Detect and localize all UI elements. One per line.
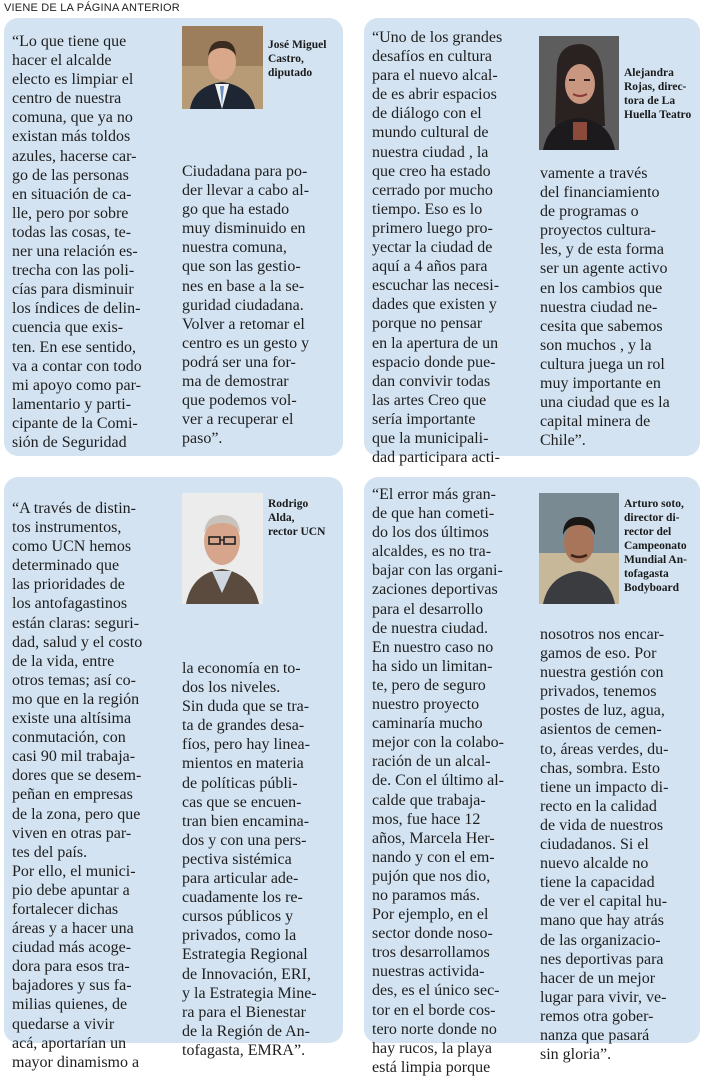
- portrait-soto-photo: [539, 493, 619, 604]
- quote-text-col2: Ciudadana para po- der llevar a cabo al- go que ha estado muy disminuido en nuestra comuna, que son las gestio- nes en base a la se- guridad ciudadana. Volver a retomar el centro es un gesto y podrá ser una for- ma de demostrar que podemos vol- ver a recuperar el paso”.: [182, 163, 310, 448]
- portrait-alda-photo: [182, 493, 263, 604]
- continued-from-previous-page: VIENE DE LA PÁGINA ANTERIOR: [4, 2, 180, 14]
- quote-text-col2: vamente a través del financiamiento de programas o proyectos cultura- les, y de esta forma ser un agente activo en los cambios que nuestra ciudad ne- cesita que sabemos son muchos , y la cultura juega un rol muy importante en una ciudad que es la capital minera de Chile”.: [540, 165, 670, 450]
- quote-box-rojas: [364, 18, 700, 467]
- quote-text-col2: nosotros nos encar- gamos de eso. Por nuestra gestión con privados, tenemos postes de luz, agua, asientos de cemen- to, áreas verdes, du- chas, sombra. Esto tiene un impacto di- recto en la calidad de vida de nuestros ciudadanos. Si el nuevo alcalde no tiene la capacidad de ver el capital hu- mano que hay atrás de las organizacio- nes deportivas para hacer de un mejor lugar para vivir, ve- remos otra gober- nanza que pasará sin gloria”.: [540, 626, 669, 1064]
- quote-text-col1: “A través de distin- tos instrumentos, como UCN hemos determinado que las prioridades de los antofagastinos están claras: seguri- dad, salud y el costo de la vida, entre otros temas; así co- mo que en la región existe una altísima conmutación, con casi 90 mil trabaja- dores que se desem- peñan en empresas de la zona, pero que viven en otras par- tes del país. Por ello, el munici- pio debe apuntar a fortalecer dichas áreas y a hacer una ciudad más acoge- dora para esos tra- bajadores y sus fa- milias quienes, de quedarse a vivir acá, aportarían un mayor dinamismo a: [12, 500, 143, 1071]
- caption-alda: Rodrigo Alda, rector UCN: [268, 498, 326, 538]
- portrait-icon: [539, 36, 619, 150]
- quote-box-castro: [4, 18, 343, 456]
- portrait-icon: [182, 26, 263, 109]
- portrait-icon: [182, 493, 263, 604]
- quote-text-col1: “El error más gran- de que han cometi- do los dos últimos alcaldes, es no tra- bajar con las organi- zaciones deportivas para el desarrollo de nuestra ciudad. En nuestro caso no ha sido un limitan- te, pero de seguro nuestro proyecto caminaría mucho mejor con la colabo- ración de un alcal- de. Con el último al- calde que trabaja- mos, fue hace 12 años, Marcela Her- nando y con el em- pujón que nos dio, no paramos más. Por ejemplo, en el sector donde noso- tros desarrollamos nuestras activida- des, es el único sec- tor en el borde cos- tero norte donde no hay rucos, la playa está limpia porque: [372, 486, 504, 1076]
- caption-castro: José Miguel Castro, diputado: [268, 39, 327, 79]
- quote-box-alda: [4, 477, 343, 1071]
- portrait-rojas-photo: [539, 36, 619, 150]
- caption-soto: Arturo soto, director di- rector del Campeonato Mundial An- tofagasta Bodyboard: [624, 498, 687, 594]
- caption-rojas: Alejandra Rojas, direc- tora de La Huella Teatro: [624, 67, 692, 121]
- quote-text-col2: la economía en to- dos los niveles. Sin duda que se tra- ta de grandes desa- fíos, pero hay linea- mientos en materia de políticas públi- cas que se encuen- tran bien encamina- dos y con una pers- pectiva sistémica para articular ade- cuadamente los re- cursos públicos y privados, como la Estrategia Regional de Innovación, ERI, y la Estrategia Mine- ra para el Bienestar de la Región de An- tofagasta, EMRA”.: [182, 660, 317, 1059]
- portrait-castro-photo: [182, 26, 263, 109]
- quote-box-soto: [364, 477, 700, 1076]
- portrait-icon: [539, 493, 619, 604]
- quote-text-col1: “Lo que tiene que hacer el alcalde electo es limpiar el centro de nuestra comuna, que ya no existan más toldos azules, hacerse car- go de las personas en situación de ca- lle, pero por sobre todas las cosas, te- ner una relación es- trecha con las poli- cías para disminuir los índices de delin- cuencia que exis- ten. En ese sentido, va a contar con todo mi apoyo como par- lamentario y parti- cipante de la Comi- sión de Seguridad: [12, 33, 142, 451]
- quote-text-col1: “Uno de los grandes desafíos en cultura para el nuevo alcal- de es abrir espacios de diálogo con el mundo cultural de nuestra ciudad , la que creo ha estado cerrado por mucho tiempo. Eso es lo primero luego pro- yectar la ciudad de aquí a 4 años para escuchar las necesi- dades que existen y porque no pensar en la apertura de un espacio donde pue- dan convivir todas las artes Creo que sería importante que la municipali- dad participara acti-: [372, 29, 503, 467]
